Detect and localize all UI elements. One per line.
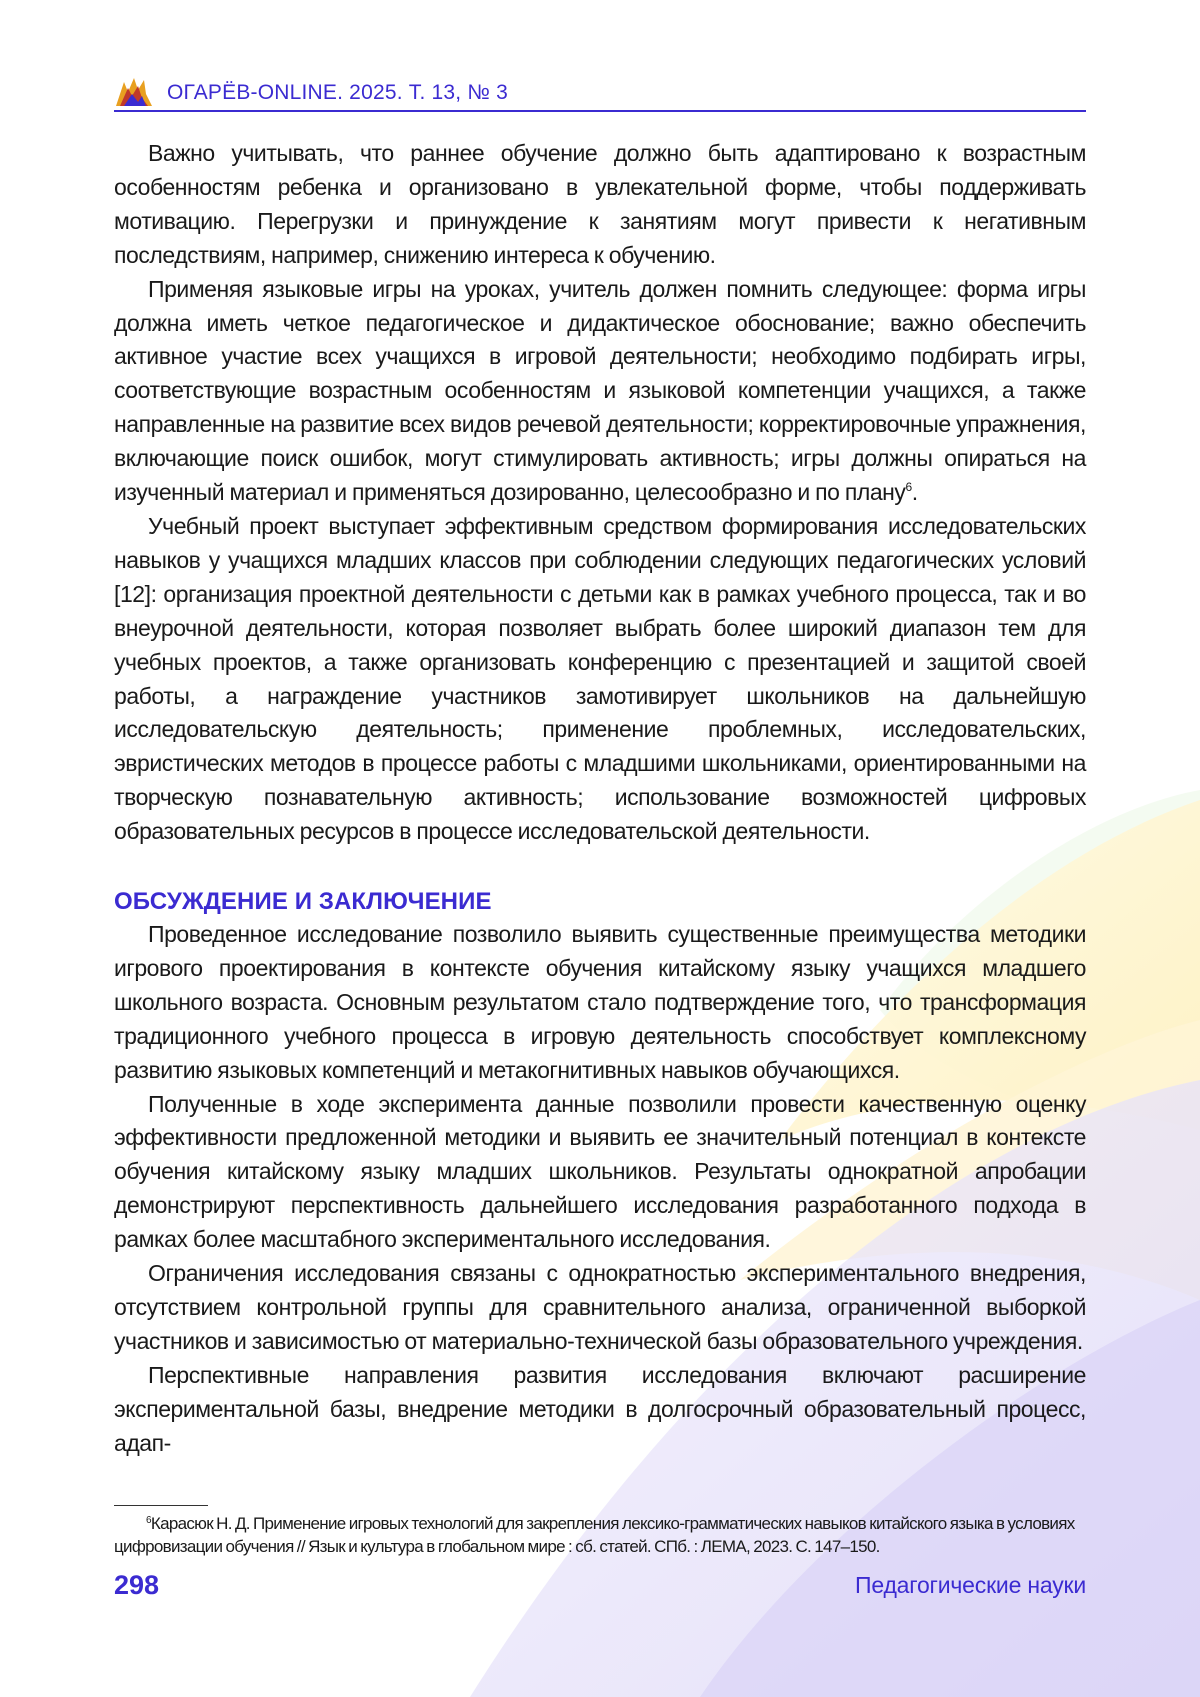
body-paragraph: Ограничения исследования связаны с однократностью экспериментального внедрения, отсутствием контрольной группы для сравнительного анализа, ограниченной выборкой участников и зависимостью от материально-технической базы образовательного учреждения. — [114, 1257, 1086, 1359]
running-header — [114, 76, 1086, 112]
body-paragraph: Учебный проект выступает эффективным средством формирования исследовательских навыков у учащихся младших классов при соблюдении следующих педагогических условий [12]: организация проектной деятельности с детьми как в рамках учебного процесса, так и во внеурочной деятельности, которая позволяет выбрать более широкий диапазон тем для учебных проектов, а также организовать конференцию с презентацией и защитой своей работы, а награждение участников замотивирует школьников на дальнейшую исследовательскую деятельность; применение проблемных, исследовательских, эвристических методов в процессе работы с младшими школьниками, ориентированными на творческую познавательную активность; использование возможностей цифровых образовательных ресурсов в процессе исследовательской деятельности. — [114, 510, 1086, 849]
body-paragraph: Полученные в ходе эксперимента данные позволили провести качественную оценку эффективности предложенной методики и выявить ее значительный потенциал в контексте обучения китайскому языку младших школьников. Результаты однократной апробации демонстрируют перспективность дальнейшего исследования разработанного подхода в рамках более масштабного экспериментального исследования. — [114, 1088, 1086, 1258]
body-paragraph: Перспективные направления развития исследования включают расширение экспериментальной базы, внедрение методики в долгосрочный образовательный процесс, адап- — [114, 1359, 1086, 1461]
paragraph-text: Применяя языковые игры на уроках, учитель должен помнить следующее: форма игры должна иметь четкое педагогическое и дидактическое обоснование; важно обеспечить активное участие всех учащихся в игровой деятельности; необходимо подбирать игры, соответствующие возрастным особенностям и языковой компетенции учащихся, а также направленные на развитие всех видов речевой деятельности; корректировочные упражнения, включающие поиск ошибок, могут стимулировать активность; игры должны опираться на изученный материал и применяться дозированно, целесообразно и по плану — [114, 276, 1086, 505]
paragraph-end: . — [912, 479, 918, 505]
page-number: 298 — [114, 1570, 159, 1601]
body-paragraph: Проведенное исследование позволило выявить существенные преимущества методики игрового проектирования в контексте обучения китайскому языку учащихся младшего школьного возраста. Основным результатом стало подтверждение того, что трансформация традиционного учебного процесса в игровую деятельность способствует комплексному развитию языковых компетенций и метакогнитивных навыков обучающихся. — [114, 918, 1086, 1088]
footer-section-title: Педагогические науки — [855, 1572, 1086, 1599]
footnote-text: Карасюк Н. Д. Применение игровых технологий для закрепления лексико-грамматических навыков китайского языка в условиях цифровизации обучения // Язык и культура в глобальном мире : сб. статей. СПб. : ЛЕМА, 2023. С. 147–150. — [114, 1514, 1075, 1556]
section-heading: ОБСУЖДЕНИЕ И ЗАКЛЮЧЕНИЕ — [114, 886, 1086, 918]
article-body — [114, 137, 1086, 1461]
footnote-reference[interactable]: 6 — [905, 480, 911, 494]
footnote-number: 6 — [146, 1515, 151, 1526]
footnote-separator — [114, 1505, 208, 1506]
body-paragraph — [114, 273, 1086, 510]
journal-logo-icon — [114, 76, 154, 108]
journal-title: ОГАРЁВ-ONLINE. 2025. Т. 13, № 3 — [167, 81, 508, 105]
body-paragraph: Важно учитывать, что раннее обучение должно быть адаптировано к возрастным особенностям ребенка и организовано в увлекательной форме, чтобы поддерживать мотивацию. Перегрузки и принуждение к занятиям могут привести к негативным последствиям, например, снижению интереса к обучению. — [114, 137, 1086, 273]
footnote — [114, 1512, 1086, 1558]
